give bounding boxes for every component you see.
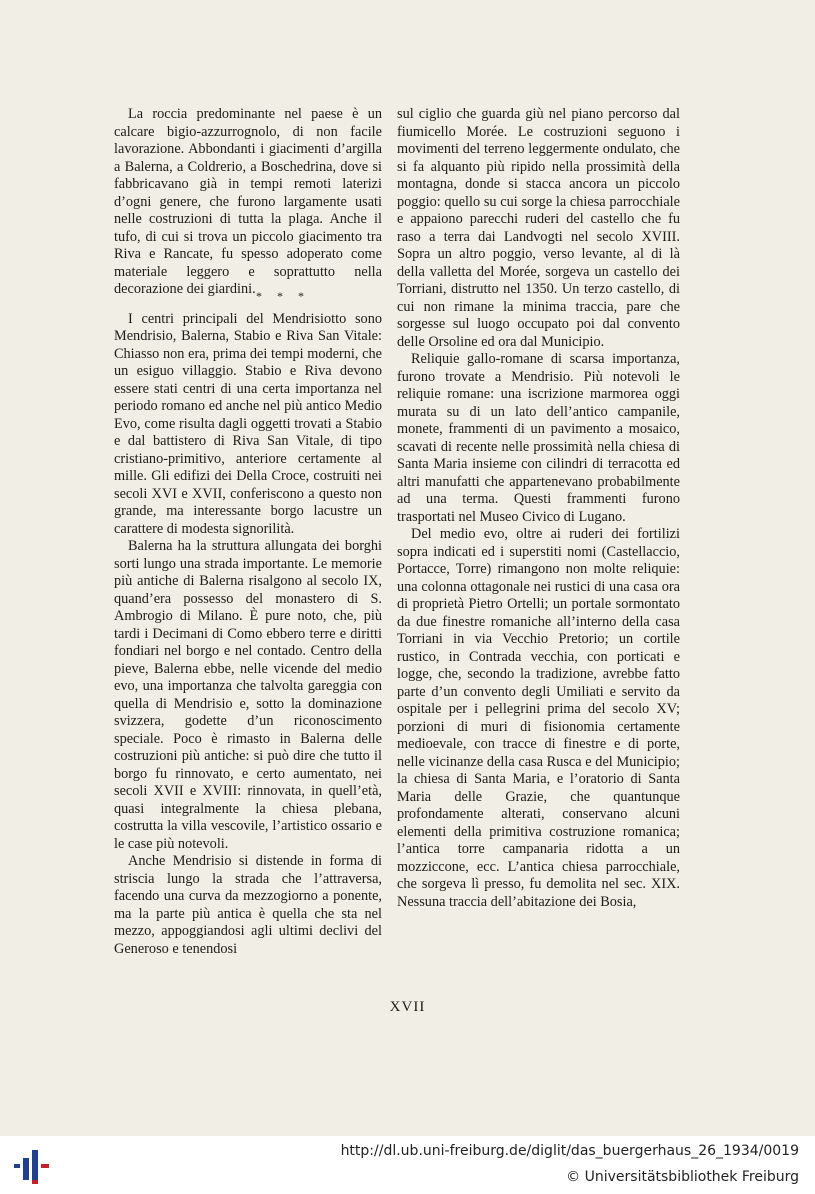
right-column xyxy=(397,106,680,911)
viewer-footer xyxy=(0,1136,815,1194)
paragraph: Balerna ha la struttura allungata dei borghi sorti lungo una strada importante. Le memorie più antiche di Balerna risalgono al secolo IX, quand’era possesso del monastero di S. Ambrogio di Milano. È pure noto, che, più tardi i Decimani di Como ebbero terre e diritti fondiari nel borgo e nel contado. Centro della pieve, Balerna ebbe, nelle vicende del medio evo, una importanza che talvolta gareggia con quella di Mendrisio e, sotto la dominazione svizzera, godette d’un riconoscimento speciale. Poco è rimasto in Balerna delle costruzioni più antiche: si può dire che tutto il borgo fu rinnovato, e certo aumentato, nei secoli XVII e XVIII: rinnovata, in quell’età, quasi integralmente la chiesa plebana, costrutta la villa vescovile, l’artistico ossario e le case più notevoli. xyxy=(114,538,382,852)
paragraph: Del medio evo, oltre ai ruderi dei fortilizi sopra indicati ed i superstiti nomi (Castellaccio, Portacce, Torre) rimangono non molte reliquie: una colonna ottagonale nei rustici di una casa ora di proprietà Pietro Ortelli; un portale sormontato da due finestre romaniche all’interno della casa Torriani in via Vecchio Pretorio; un cortile rustico, in Contrada vecchia, con porticati e logge, che, secondo la tradizione, avrebbe fatto parte d’un convento degli Umiliati e servito da ospitale per i pellegrini prima del secolo XV; porzioni di muri di fisionomia certamente medioevale, con tracce di finestre e di porte, nelle vicinanze della casa Rusca e del Municipio; la chiesa di Santa Maria, e l’oratorio di Santa Maria delle Grazie, che quantunque profondamente alterati, conservano alcuni elementi della primitiva costruzione romanica; l’antica torre campanaria ridotta a un mozziccone, ecc. L’antica chiesa parrocchiale, che sorgeva lì presso, fu demolita nel sec. XIX. Nessuna traccia dell’abitazione dei Bosia, xyxy=(397,526,680,910)
paragraph: I centri principali del Mendrisiotto sono Mendrisio, Balerna, Stabio e Riva San Vitale: Chiasso non era, prima dei tempi moderni, che un esiguo villaggio. Stabio e Riva devono essere stati centri di una certa importanza nel periodo romano ed anche nel più antico Medio Evo, come risulta dagli oggetti trovati a Stabio e dal battistero di Riva San Vitale, di tipo cristiano-primitivo, anteriore certamente al mille. Gli edifizi dei Della Croce, costruiti nei secoli XVI e XVII, conferiscono a questo non grande, ma interessante borgo lacustre un carattere di modesta signorilità. xyxy=(114,310,382,537)
section-separator: * * * xyxy=(256,288,310,303)
paragraph: La roccia predominante nel paese è un calcare bigio-azzurrognolo, di non facile lavorazione. Abbondanti i giacimenti d’argilla a Balerna, a Coldrerio, a Boschedrina, dove si fabbricavano già in tempi remoti laterizi d’ogni genere, che furono largamente usati nelle costruzioni di tutta la plaga. Anche il tufo, di cui si trova un piccolo giacimento tra Riva e Rancate, fu spesso adoperato come materiale leggero e soprattutto nella decorazione dei giardini. xyxy=(114,106,382,297)
paragraph: sul ciglio che guarda giù nel piano percorso dal fiumicello Morée. Le costruzioni seguono i movimenti del terreno leggermente ondulato, che si fa alquanto più ripido nella prossimità della montagna, donde si stacca ancora un piccolo poggio: quello su cui sorge la chiesa parrocchiale e appaiono parecchi ruderi del castello che fu raso a terra dai Landvogti nel secolo XVIII. Sopra un altro poggio, verso levante, al di là della valletta del Morée, sorgeva un castello dei Torriani, distrutto nel 1350. Un terzo castello, di cui non rimane la minima traccia, pare che sorgesse sul luogo occupato poi dal convento delle Orsoline ed ora dal Municipio. xyxy=(397,106,680,350)
left-column xyxy=(114,106,382,958)
paragraph: Reliquie gallo-romane di scarsa importanza, furono trovate a Mendrisio. Più notevoli le reliquie romane: una iscrizione marmorea oggi murata su di un lato dell’antico campanile, monete, frammenti di un pavimento a mosaico, scavati di recente nelle prossimità nella chiesa di Santa Maria insieme con cilindri di terracotta ed altri manufatti che appartenevano probabilmente ad una terma. Questi frammenti furono trasportati nel Museo Civico di Lugano. xyxy=(397,351,680,525)
paragraph: Anche Mendrisio si distende in forma di striscia lungo la strada che l’attraversa, facendo una curva da mezzogiorno a ponente, ma la parte più antica è quella che sta nel mezzo, appoggiandosi agli ultimi declivi del Generoso e tenendosi xyxy=(114,853,382,957)
page-number: XVII xyxy=(389,999,426,1015)
ub-freiburg-logo-icon xyxy=(10,1146,54,1186)
source-url[interactable]: http://dl.ub.uni-freiburg.de/diglit/das_buergerhaus_26_1934/0019 xyxy=(340,1143,799,1159)
copyright-notice: © Universitätsbibliothek Freiburg xyxy=(566,1169,799,1185)
